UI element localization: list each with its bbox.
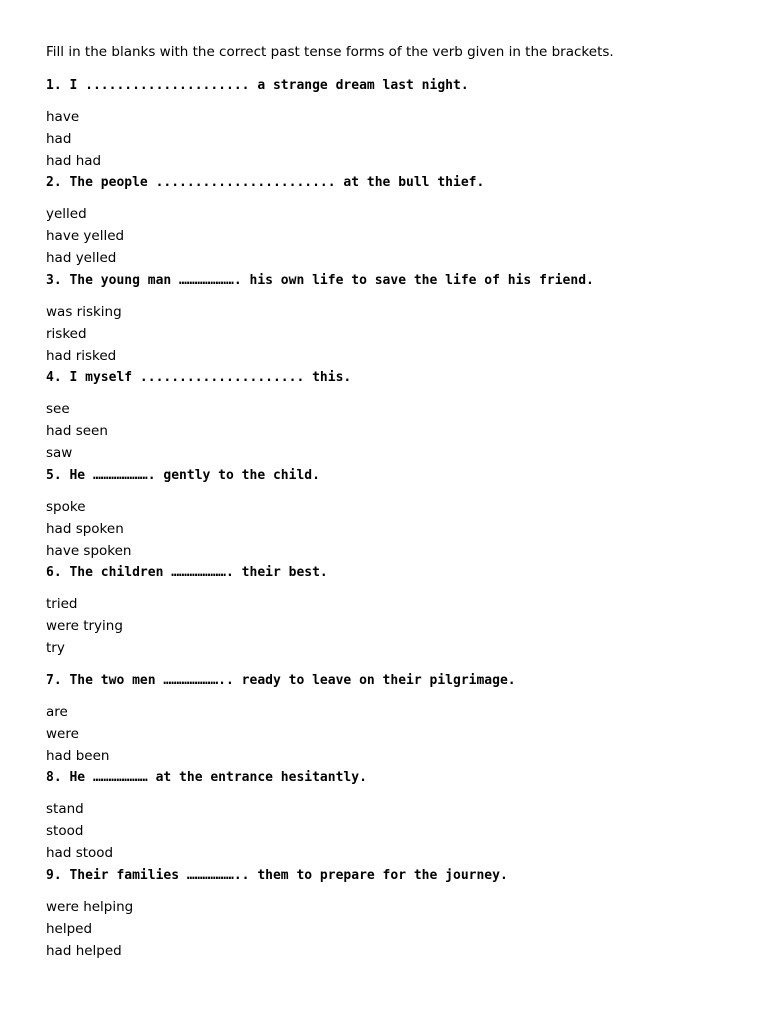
option: was risking	[46, 304, 122, 320]
question-4: 4. I myself ..................... this.	[46, 370, 352, 385]
options-3	[46, 301, 122, 367]
option: yelled	[46, 206, 87, 222]
option: stood	[46, 823, 84, 839]
question-2: 2. The people ....................... at the bull thief.	[46, 175, 485, 190]
options-4	[46, 398, 108, 464]
option: helped	[46, 921, 93, 937]
question-1: 1. I ..................... a strange dream last night.	[46, 78, 469, 93]
instructions: Fill in the blanks with the correct past tense forms of the verb given in the brackets.	[46, 44, 614, 60]
option: see	[46, 401, 70, 417]
option: have yelled	[46, 228, 125, 244]
question-6: 6. The children …………………. their best.	[46, 565, 328, 580]
option: try	[46, 640, 65, 656]
option: are	[46, 704, 68, 720]
option: had risked	[46, 348, 117, 364]
option: tried	[46, 596, 78, 612]
options-8	[46, 798, 113, 864]
question-3: 3. The young man …………………. his own life to save the life of his friend.	[46, 273, 594, 288]
options-2	[46, 203, 124, 269]
option: saw	[46, 445, 73, 461]
options-1	[46, 106, 101, 172]
question-7: 7. The two men ………………….. ready to leave on their pilgrimage.	[46, 673, 516, 688]
option: had	[46, 131, 72, 147]
option: were	[46, 726, 79, 742]
option: risked	[46, 326, 87, 342]
options-5	[46, 496, 131, 562]
options-7	[46, 701, 109, 767]
option: were helping	[46, 899, 134, 915]
option: have spoken	[46, 543, 132, 559]
option: spoke	[46, 499, 86, 515]
option: have	[46, 109, 80, 125]
option: had yelled	[46, 250, 117, 266]
option: had helped	[46, 943, 122, 959]
question-9: 9. Their families ……………….. them to prepare for the journey.	[46, 868, 508, 883]
option: stand	[46, 801, 84, 817]
option: had spoken	[46, 521, 124, 537]
options-9	[46, 896, 133, 962]
option: had been	[46, 748, 110, 764]
option: were trying	[46, 618, 123, 634]
options-6	[46, 593, 123, 659]
option: had had	[46, 153, 102, 169]
question-5: 5. He …………………. gently to the child.	[46, 468, 320, 483]
option: had stood	[46, 845, 114, 861]
option: had seen	[46, 423, 108, 439]
question-8: 8. He ………………… at the entrance hesitantly.	[46, 770, 367, 785]
